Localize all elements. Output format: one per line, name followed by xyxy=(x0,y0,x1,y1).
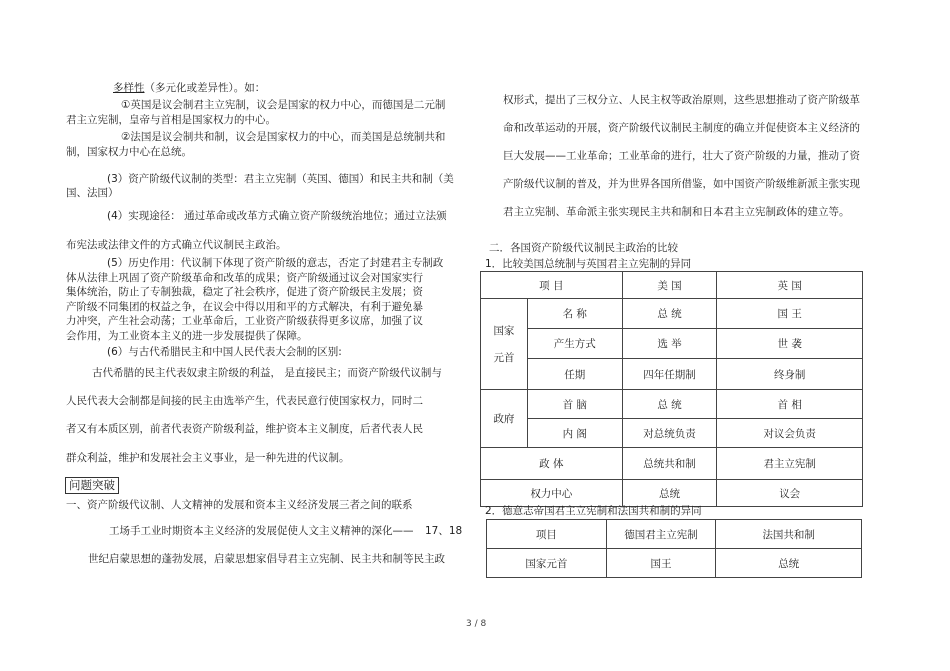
section-heading: 一、资产阶级代议制、人文精神的发展和资本主义经济发展三者之间的联系 xyxy=(66,499,413,511)
para-line: 产阶级代议制的普及，并为世界各国所借鉴，如中国资产阶级维新派主张实现 xyxy=(503,178,860,190)
page-number: 3 / 8 xyxy=(466,619,487,629)
cell-de: 国王 xyxy=(606,549,716,578)
cell-uk: 首 相 xyxy=(717,390,863,419)
para-number: 17、18 xyxy=(425,525,463,537)
para-line: (4）实现途径： 通过革命或改革方式确立资产阶级统治地位；通过立法颁 xyxy=(107,210,447,222)
group-label: 国家 xyxy=(493,325,515,337)
row-key: 内 阁 xyxy=(527,419,622,448)
group-head-of-state xyxy=(481,299,528,390)
para-line: 国、法国） xyxy=(66,187,119,199)
row-key: 产生方式 xyxy=(527,329,622,359)
header-item: 项目 xyxy=(487,520,607,549)
row-key: 任期 xyxy=(527,359,622,390)
subheading-1: 1．比较美国总统制与英国君主立宪制的异同 xyxy=(485,258,692,270)
cell-uk: 君主立宪制 xyxy=(717,448,863,480)
para-line: (5）历史作用：代议制下体现了资产阶级的意志，否定了封建君主专制政 xyxy=(107,257,444,269)
row-key: 名 称 xyxy=(527,299,622,329)
para-line: 古代希腊的民主代表奴隶主阶级的利益， 是直接民主；而资产阶级代议制与 xyxy=(92,367,442,379)
cell-uk: 对议会负责 xyxy=(717,419,863,448)
header-fr: 法国共和制 xyxy=(716,520,862,549)
para-line: ②法国是议会制共和制，议会是国家权力的中心，而美国是总统制共和 xyxy=(121,131,446,143)
cell-us: 总 统 xyxy=(622,390,717,419)
section-title-box: 问题突破 xyxy=(65,477,119,494)
cell-uk: 议会 xyxy=(717,480,863,507)
para-line: 命和改革运动的开展，资产阶级代议制民主制度的确立并促使资本主义经济的 xyxy=(503,122,860,134)
subheading-2: 2．德意志帝国君主立宪制和法国共和制的异同 xyxy=(485,505,702,517)
para-line: 布宪法或法律文件的方式确立代议制民主政治。 xyxy=(66,239,287,251)
para-line: 集体统治，防止了专制独裁，稳定了社会秩序，促进了资产阶级民主发展；资 xyxy=(66,286,423,298)
section-heading: 二．各国资产阶级代议制民主政治的比较 xyxy=(489,242,678,254)
para-line: 者又有本质区别，前者代表资产阶级利益，维护资本主义制度，后者代表人民 xyxy=(66,423,423,435)
para-line: 世纪启蒙思想的蓬勃发展，启蒙思想家倡导君主立宪制、民主共和制等民主政 xyxy=(88,553,445,565)
para-line: 巨大发展——工业革命；工业革命的进行，壮大了资产阶级的力量，推动了资 xyxy=(503,150,860,162)
diversity-line xyxy=(113,82,265,95)
para-line: 力冲突，产生社会动荡；工业革命后，工业资产阶级获得更多议席，加强了议 xyxy=(66,315,423,327)
cell-us: 总统 xyxy=(622,480,717,507)
header-uk: 英 国 xyxy=(717,272,863,299)
para-line: 君主立宪制、革命派主张实现民主共和制和日本君主立宪制政体的建立等。 xyxy=(503,206,850,218)
comparison-table-us-uk xyxy=(480,271,863,507)
cell-uk: 国 王 xyxy=(717,299,863,329)
row-key: 国家元首 xyxy=(487,549,607,578)
para-line: (3）资产阶级代议制的类型：君主立宪制（英国、德国）和民主共和制（美 xyxy=(107,173,454,185)
para-line: 产阶级不同集团的权益之争，在议会中得以用和平的方式解决，有利于避免暴 xyxy=(66,301,423,313)
cell-us: 对总统负责 xyxy=(622,419,717,448)
diversity-rest: （多元化或差异性）。如： xyxy=(144,82,266,94)
para-line: (6）与古代希腊民主和中国人民代表大会制的区别: xyxy=(107,346,342,358)
cell-us: 总 统 xyxy=(622,299,717,329)
para-line: 制，国家权力中心在总统。 xyxy=(66,146,192,158)
para-line: 体从法律上巩固了资产阶级革命和改革的成果；资产阶级通过议会对国家实行 xyxy=(66,272,423,284)
para-line: 权形式，提出了三权分立、人民主权等政治原则，这些思想推动了资产阶级革 xyxy=(503,94,860,106)
para-line: ①英国是议会制君主立宪制，议会是国家的权力中心，而德国是二元制 xyxy=(121,99,446,111)
header-us: 美 国 xyxy=(622,272,717,299)
cell-us: 四年任期制 xyxy=(622,359,717,390)
cell-us: 选 举 xyxy=(622,329,717,359)
comparison-table-de-fr xyxy=(486,519,862,578)
para-line: 群众利益，维护和发展社会主义事业，是一种先进的代议制。 xyxy=(66,452,350,464)
row-key: 首 脑 xyxy=(527,390,622,419)
header-de: 德国君主立宪制 xyxy=(606,520,716,549)
row-key: 权力中心 xyxy=(481,480,623,507)
header-item: 项 目 xyxy=(481,272,623,299)
cell-uk: 世 袭 xyxy=(717,329,863,359)
row-key: 政 体 xyxy=(481,448,623,480)
para-line: 工场手工业时期资本主义经济的发展促使人文主义精神的深化—— xyxy=(109,525,414,537)
group-government: 政府 xyxy=(481,390,528,448)
para-line: 君主立宪制，皇帝与首相是国家权力的中心。 xyxy=(66,114,276,126)
group-label: 元首 xyxy=(493,352,515,364)
para-line: 会作用，为工业资本主义的进一步发展提供了保障。 xyxy=(66,330,308,342)
cell-uk: 终身制 xyxy=(717,359,863,390)
diversity-label: 多样性 xyxy=(113,82,145,94)
cell-us: 总统共和制 xyxy=(622,448,717,480)
cell-fr: 总统 xyxy=(716,549,862,578)
para-line: 人民代表大会制都是间接的民主由选举产生，代表民意行使国家权力，同时二 xyxy=(66,395,423,407)
